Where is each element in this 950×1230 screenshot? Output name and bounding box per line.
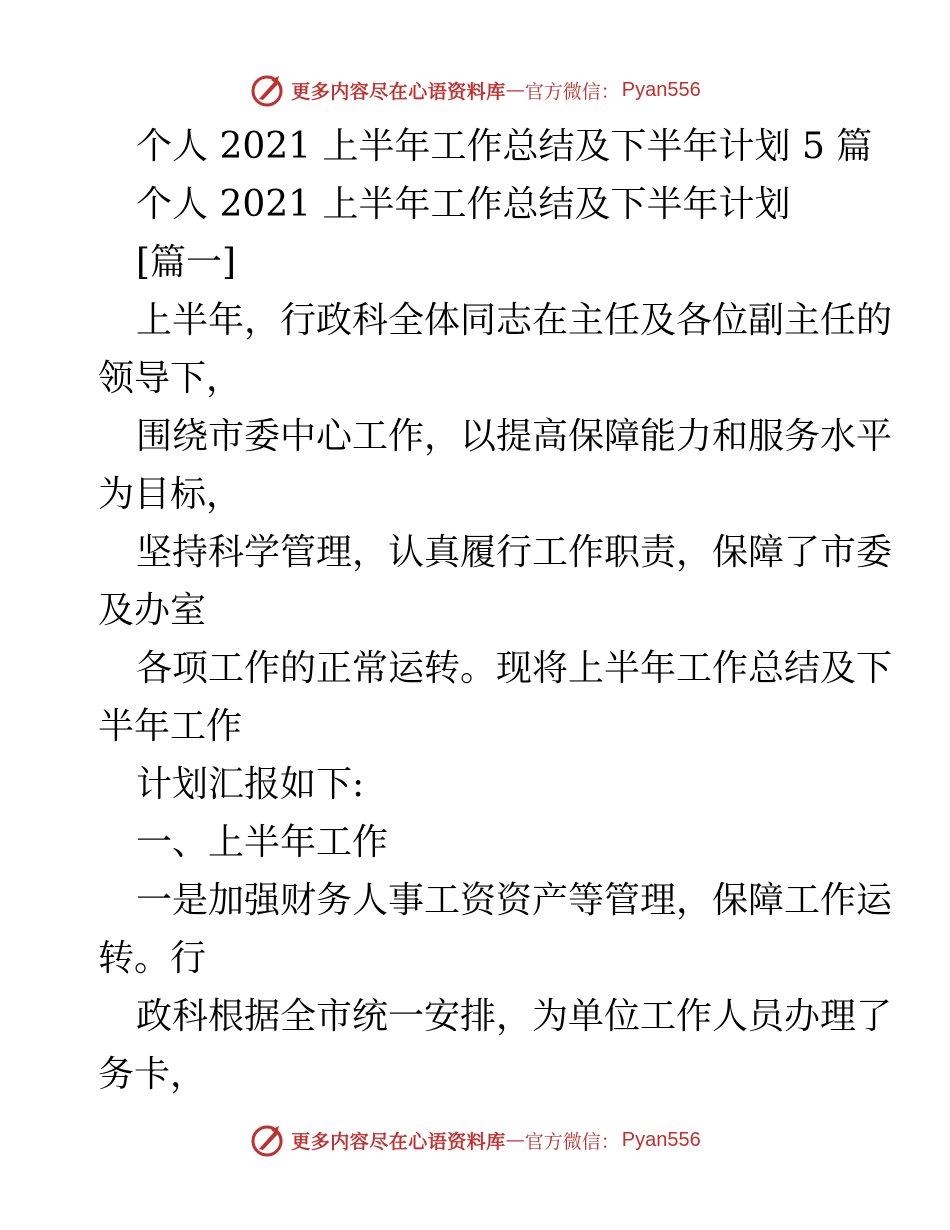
banner-slogan: 更多内容尽在心语资料库 [291,1130,506,1153]
document-line: 政科根据全市统一安排，为单位工作人员办理了 [136,996,893,1037]
document-line: 一、上半年工作 [136,822,389,863]
document-line: 上半年，行政科全体同志在主任及各位副主任的 [136,300,893,341]
document-line: 围绕市委中心工作，以提高保障能力和服务水平 [136,416,893,457]
banner-wechat-label: 官方微信： [524,80,620,103]
document-body [98,118,893,1104]
banner-separator: — [505,1129,525,1151]
header-banner [0,68,950,112]
document-line: 各项工作的正常运转。现将上半年工作总结及下 [136,648,893,689]
banner-wechat-id: Pyan556 [621,78,701,101]
document-line: 转。行 [98,938,207,979]
quill-logo-icon [249,1122,285,1158]
document-line: 半年工作 [98,706,243,747]
document-line: [篇一] [136,242,237,283]
document-line: 一是加强财务人事工资资产等管理，保障工作运 [136,880,893,921]
document-line: 计划汇报如下: [136,764,365,805]
document-line: 务卡， [98,1054,207,1095]
document-line: 个人 2021 上半年工作总结及下半年计划 [136,184,791,225]
quill-logo-icon [249,72,285,108]
document-line: 领导下， [98,358,243,399]
banner-wechat-id: Pyan556 [621,1128,701,1151]
banner-wechat-label: 官方微信： [524,1130,620,1153]
document-line: 为目标， [98,474,243,515]
footer-banner [0,1118,950,1162]
document-line: 坚持科学管理，认真履行工作职责，保障了市委 [136,532,893,573]
banner-separator: — [505,79,525,101]
document-line: 个人 2021 上半年工作总结及下半年计划 5 篇 [136,126,873,167]
banner-slogan: 更多内容尽在心语资料库 [291,80,506,103]
document-line: 及办室 [98,590,207,631]
